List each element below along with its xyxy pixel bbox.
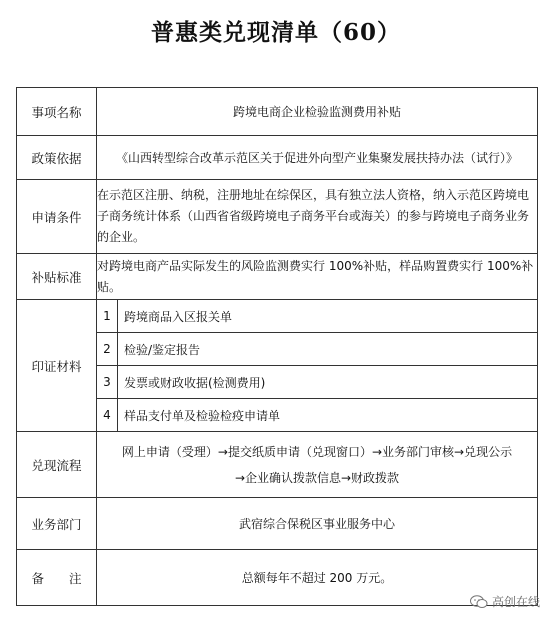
conditions-value: 在示范区注册、纳税，注册地址在综保区，具有独立法人资格，纳入示范区跨境电子商务统计体系（山西省省级跨境电子商务平台或海关）的参与跨境电子商务业务的企业。	[97, 180, 538, 254]
policy-basis-label: 政策依据	[17, 136, 97, 180]
material-number: 1	[97, 300, 118, 333]
conditions-label: 申请条件	[17, 180, 97, 254]
item-name-label: 事项名称	[17, 88, 97, 136]
watermark	[470, 593, 540, 610]
material-number: 2	[97, 333, 118, 366]
material-text: 跨境商品入区报关单	[118, 300, 538, 333]
row-subsidy	[17, 254, 538, 300]
row-conditions	[17, 180, 538, 254]
row-policy-basis	[17, 136, 538, 180]
material-text: 检验/鉴定报告	[118, 333, 538, 366]
process-line-2: →企业确认拨款信息→财政拨款	[234, 470, 400, 485]
policy-basis-value: 《山西转型综合改革示范区关于促进外向型产业集聚发展扶持办法（试行）》	[97, 136, 538, 180]
list-item	[97, 399, 537, 432]
list-item	[97, 333, 537, 366]
materials-label: 印证材料	[17, 300, 97, 432]
list-item	[97, 366, 537, 399]
item-name-value: 跨境电商企业检验监测费用补贴	[97, 88, 538, 136]
row-materials	[17, 300, 538, 432]
row-process	[17, 432, 538, 498]
material-text: 发票或财政收据(检测费用)	[118, 366, 538, 399]
watermark-text: 高创在线	[491, 595, 540, 609]
department-value: 武宿综合保税区事业服务中心	[97, 498, 538, 550]
page-title: 普惠类兑现清单（60）	[150, 19, 401, 46]
subsidy-form-table	[16, 87, 538, 606]
subsidy-value: 对跨境电商产品实际发生的风险监测费实行 100%补贴，样品购置费实行 100%补贴。	[97, 254, 538, 300]
material-number: 4	[97, 399, 118, 432]
remarks-value: 总额每年不超过 200 万元。	[97, 550, 538, 606]
process-label: 兑现流程	[17, 432, 97, 498]
wechat-icon	[470, 595, 488, 609]
materials-cell	[97, 300, 538, 432]
subsidy-label: 补贴标准	[17, 254, 97, 300]
process-value	[97, 432, 538, 498]
row-remarks	[17, 550, 538, 606]
row-department	[17, 498, 538, 550]
materials-list	[97, 300, 537, 431]
row-item-name	[17, 88, 538, 136]
list-item	[97, 300, 537, 333]
material-number: 3	[97, 366, 118, 399]
process-line-1: 网上申请（受理）→提交纸质申请（兑现窗口）→业务部门审核→兑现公示	[121, 444, 513, 459]
department-label: 业务部门	[17, 498, 97, 550]
material-text: 样品支付单及检验检疫申请单	[124, 408, 281, 423]
remarks-label: 备 注	[17, 550, 97, 606]
